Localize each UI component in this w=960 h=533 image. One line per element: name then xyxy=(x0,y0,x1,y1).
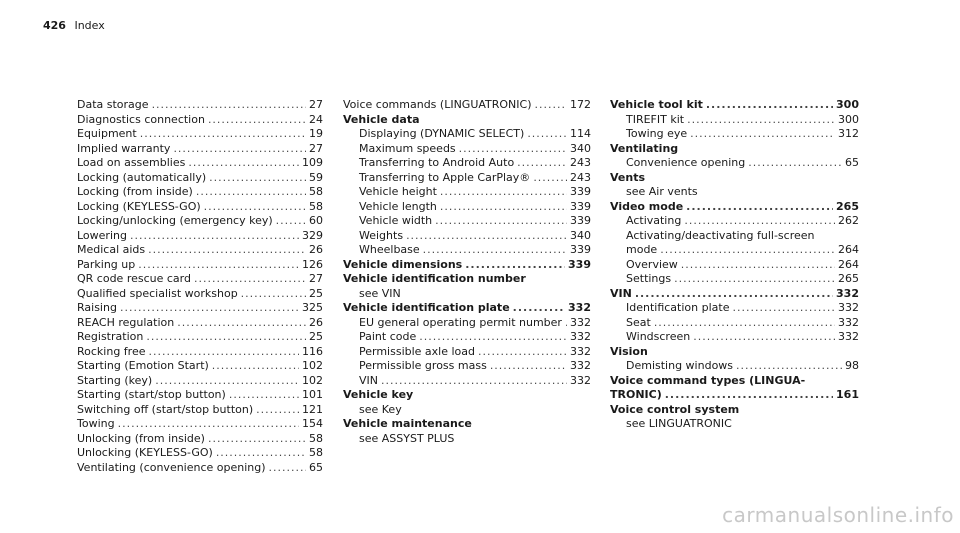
index-entry-page: 312 xyxy=(838,127,859,140)
dot-leader xyxy=(256,403,299,418)
index-entry xyxy=(343,229,591,244)
index-entry xyxy=(77,171,323,186)
index-entry-label: QR code rescue card xyxy=(77,272,191,285)
dot-leader xyxy=(440,185,567,200)
dot-leader xyxy=(138,258,299,273)
index-entry-label: Settings xyxy=(626,272,672,285)
dot-leader xyxy=(194,272,306,287)
index-entry-page: 264 xyxy=(838,257,859,271)
index-entry-page: 102 xyxy=(302,373,323,387)
dot-leader xyxy=(269,461,306,476)
index-entry-page: 332 xyxy=(570,359,591,372)
index-entry xyxy=(77,432,323,447)
page-title: Index xyxy=(74,19,105,32)
dot-leader xyxy=(681,258,835,273)
dot-leader xyxy=(748,156,842,171)
index-entry-label: see Key xyxy=(359,402,402,416)
index-entry xyxy=(77,403,323,418)
index-entry-label: Vehicle dimensions xyxy=(343,257,463,271)
index-entry-page: 339 xyxy=(570,214,591,227)
index-entry xyxy=(343,171,591,186)
index-entry-label: see Air vents xyxy=(626,185,698,198)
index-entry xyxy=(343,272,591,287)
dot-leader xyxy=(177,316,306,331)
index-entry-page: 265 xyxy=(838,272,859,285)
index-entry-page: 58 xyxy=(309,446,323,459)
index-entry xyxy=(343,214,591,229)
index-entry xyxy=(77,359,323,374)
index-entry xyxy=(610,214,859,229)
index-entry xyxy=(343,185,591,200)
index-entry-label: Transferring to Android Auto xyxy=(359,156,515,169)
index-entry xyxy=(343,417,591,432)
index-entry xyxy=(343,127,591,142)
index-entry-label: Convenience opening xyxy=(626,156,746,169)
dot-leader xyxy=(527,127,567,142)
index-entry-label: Unlocking (KEYLESS-GO) xyxy=(77,446,213,459)
dot-leader xyxy=(146,330,306,345)
index-entry xyxy=(343,243,591,258)
index-entry-label: Locking (from inside) xyxy=(77,185,193,198)
index-entry-page: 332 xyxy=(570,315,591,329)
index-entry-label: Parking up xyxy=(77,257,136,271)
dot-leader xyxy=(686,200,833,215)
dot-leader xyxy=(241,287,306,302)
index-entry-label: Locking/unlocking (emergency key) xyxy=(77,214,273,227)
index-entry-page: 27 xyxy=(309,98,323,111)
index-entry-page: 114 xyxy=(570,127,591,140)
index-entry-label: Unlocking (from inside) xyxy=(77,431,205,445)
index-entry-page: 58 xyxy=(309,185,323,198)
index-entry-page: 243 xyxy=(570,156,591,169)
index-entry xyxy=(77,243,323,258)
index-column-2 xyxy=(343,98,591,446)
index-entry-label: Overview xyxy=(626,257,678,271)
index-entry-label: Weights xyxy=(359,228,404,242)
index-entry-page: 325 xyxy=(302,301,323,314)
index-entry-label: Vehicle maintenance xyxy=(343,417,472,430)
dot-leader xyxy=(517,156,567,171)
index-entry-page: 300 xyxy=(838,112,859,126)
index-entry xyxy=(77,98,323,113)
index-entry-page: 264 xyxy=(838,243,859,256)
index-entry-page: 332 xyxy=(570,373,591,387)
index-entry xyxy=(77,388,323,403)
index-entry-page: 58 xyxy=(309,199,323,213)
index-entry xyxy=(77,316,323,331)
dot-leader xyxy=(140,127,306,142)
dot-leader xyxy=(149,345,300,360)
index-entry xyxy=(343,345,591,360)
index-entry xyxy=(610,229,859,244)
index-entry-label: Registration xyxy=(77,330,144,343)
index-entry-label: Ventilating (convenience opening) xyxy=(77,460,266,474)
index-entry-page: 332 xyxy=(838,301,859,314)
index-entry-label: Towing xyxy=(77,417,115,430)
index-entry-page: 121 xyxy=(302,402,323,416)
index-entry-page: 24 xyxy=(309,112,323,126)
index-entry-label: Locking (KEYLESS-GO) xyxy=(77,199,201,213)
index-entry xyxy=(610,200,859,215)
index-entry-label: Switching off (start/stop button) xyxy=(77,402,254,416)
index-entry xyxy=(343,98,591,113)
index-entry-label: Ventilating xyxy=(610,141,679,155)
dot-leader xyxy=(533,171,567,186)
index-entry xyxy=(77,214,323,229)
index-entry-label: Load on assemblies xyxy=(77,156,186,169)
dot-leader xyxy=(120,301,299,316)
index-entry-page: 126 xyxy=(302,257,323,271)
index-entry-label: Qualified specialist workshop xyxy=(77,286,238,300)
dot-leader xyxy=(173,142,306,157)
index-entry-label: Starting (key) xyxy=(77,373,153,387)
index-entry-page: 59 xyxy=(309,170,323,184)
index-entry-page: 340 xyxy=(570,228,591,242)
index-entry xyxy=(77,113,323,128)
index-entry xyxy=(77,229,323,244)
index-entry-label: Raising xyxy=(77,301,117,314)
index-entry xyxy=(77,417,323,432)
index-entry-page: 329 xyxy=(302,228,323,242)
dot-leader xyxy=(212,359,299,374)
index-entry-page: 243 xyxy=(570,170,591,184)
index-entry-page: 332 xyxy=(838,330,859,343)
index-entry-label: Voice control system xyxy=(610,402,740,416)
index-entry-label: Equipment xyxy=(77,127,137,140)
index-entry-label: VIN xyxy=(359,373,378,387)
index-entry-label: Activating xyxy=(626,214,682,227)
index-entry xyxy=(77,345,323,360)
dot-leader xyxy=(513,301,565,316)
index-entry-label: Rocking free xyxy=(77,344,146,358)
dot-leader xyxy=(152,98,306,113)
index-entry-label: Vehicle tool kit xyxy=(610,98,703,111)
dot-leader xyxy=(687,113,835,128)
index-entry-page: 109 xyxy=(302,156,323,169)
index-entry-page: 60 xyxy=(309,214,323,227)
page-number: 426 xyxy=(43,19,66,32)
watermark: carmanualsonline.info xyxy=(722,503,954,527)
dot-leader xyxy=(406,229,567,244)
index-entry-label: Video mode xyxy=(610,199,684,213)
dot-leader xyxy=(209,171,306,186)
index-entry-label: TIREFIT kit xyxy=(626,112,685,126)
index-entry xyxy=(77,258,323,273)
index-entry-label: Vehicle length xyxy=(359,199,437,213)
index-entry-page: 58 xyxy=(309,431,323,445)
index-entry-label: Permissible axle load xyxy=(359,344,476,358)
index-entry-label: Voice commands (LINGUATRONIC) xyxy=(343,98,532,111)
index-entry-label: Transferring to Apple CarPlay® xyxy=(359,170,531,184)
index-entry-page: 25 xyxy=(309,286,323,300)
index-entry-label: Diagnostics connection xyxy=(77,112,205,126)
dot-leader xyxy=(693,330,835,345)
index-entry-label: Identification plate xyxy=(626,301,730,314)
index-entry xyxy=(343,258,591,273)
index-entry xyxy=(77,200,323,215)
index-entry xyxy=(343,200,591,215)
index-entry-page: 265 xyxy=(836,199,859,213)
index-entry xyxy=(610,301,859,316)
index-entry xyxy=(610,243,859,258)
index-entry-label: Vehicle height xyxy=(359,185,437,198)
index-entry xyxy=(610,316,859,331)
index-entry xyxy=(343,403,591,418)
index-entry-label: Implied warranty xyxy=(77,141,171,155)
index-entry-label: Vehicle data xyxy=(343,112,420,126)
dot-leader xyxy=(459,142,567,157)
index-entry xyxy=(77,374,323,389)
dot-leader xyxy=(635,287,833,302)
index-entry xyxy=(343,359,591,374)
index-entry-label: Maximum speeds xyxy=(359,141,456,155)
dot-leader xyxy=(654,316,835,331)
index-entry-page: 172 xyxy=(570,98,591,111)
index-entry-label: Demisting windows xyxy=(626,359,734,372)
index-entry-page: 102 xyxy=(302,359,323,372)
index-entry-page: 332 xyxy=(838,315,859,329)
index-entry-page: 154 xyxy=(302,417,323,430)
index-entry-label: Voice command types (LINGUA- xyxy=(610,373,806,387)
index-entry xyxy=(77,330,323,345)
dot-leader xyxy=(423,243,567,258)
dot-leader xyxy=(690,127,835,142)
index-entry xyxy=(610,388,859,403)
dot-leader xyxy=(736,359,842,374)
index-entry-page: 98 xyxy=(845,359,859,372)
dot-leader xyxy=(674,272,835,287)
index-entry-page: 26 xyxy=(309,315,323,329)
index-entry-label: Medical aids xyxy=(77,243,146,256)
index-entry xyxy=(343,113,591,128)
dot-leader xyxy=(490,359,567,374)
index-entry-label: Windscreen xyxy=(626,330,691,343)
index-entry-label: Starting (Emotion Start) xyxy=(77,359,209,372)
index-entry xyxy=(77,272,323,287)
index-entry-label: Lowering xyxy=(77,228,127,242)
dot-leader xyxy=(216,446,306,461)
dot-leader xyxy=(732,301,835,316)
index-entry-label: Permissible gross mass xyxy=(359,359,487,372)
index-entry xyxy=(610,417,859,432)
index-entry-page: 19 xyxy=(309,127,323,140)
index-entry-page: 65 xyxy=(309,460,323,474)
dot-leader xyxy=(130,229,299,244)
index-entry-page: 332 xyxy=(836,286,859,300)
index-entry-label: Starting (start/stop button) xyxy=(77,388,226,401)
index-entry xyxy=(343,432,591,447)
index-entry-label: Seat xyxy=(626,315,651,329)
index-entry-page: 339 xyxy=(568,257,591,271)
dot-leader xyxy=(204,200,306,215)
index-entry xyxy=(77,185,323,200)
index-entry xyxy=(610,403,859,418)
dot-leader xyxy=(188,156,299,171)
index-entry xyxy=(77,156,323,171)
index-entry-label: Displaying (DYNAMIC SELECT) xyxy=(359,127,525,140)
index-entry xyxy=(343,330,591,345)
index-entry xyxy=(610,171,859,186)
index-entry xyxy=(343,388,591,403)
index-entry-label: Vehicle identification number xyxy=(343,272,526,285)
index-entry-label: Paint code xyxy=(359,330,417,343)
dot-leader xyxy=(440,200,567,215)
index-entry-label: Vehicle key xyxy=(343,388,414,401)
index-entry-page: 339 xyxy=(570,243,591,256)
index-entry-label: Vehicle width xyxy=(359,214,433,227)
index-entry xyxy=(610,272,859,287)
index-entry xyxy=(343,156,591,171)
index-entry-label: Vehicle identification plate xyxy=(343,301,510,314)
dot-leader xyxy=(465,258,565,273)
index-entry xyxy=(343,301,591,316)
index-entry xyxy=(610,258,859,273)
index-column-3 xyxy=(610,98,859,432)
index-entry-label: Data storage xyxy=(77,98,149,111)
index-entry xyxy=(343,374,591,389)
index-entry xyxy=(610,113,859,128)
index-entry-page: 101 xyxy=(302,388,323,401)
dot-leader xyxy=(208,432,306,447)
index-entry xyxy=(610,142,859,157)
index-entry-label: mode xyxy=(626,243,658,256)
index-entry-page: 340 xyxy=(570,141,591,155)
dot-leader xyxy=(196,185,306,200)
index-entry-label: REACH regulation xyxy=(77,315,175,329)
dot-leader xyxy=(148,243,306,258)
index-entry-label: Towing eye xyxy=(626,127,688,140)
index-entry xyxy=(610,185,859,200)
index-entry-label: Locking (automatically) xyxy=(77,170,207,184)
index-entry-label: Vents xyxy=(610,170,646,184)
dot-leader xyxy=(419,330,567,345)
index-entry-page: 161 xyxy=(836,388,859,401)
index-entry-label: EU general operating permit number xyxy=(359,315,562,329)
index-entry xyxy=(77,446,323,461)
index-entry xyxy=(610,127,859,142)
index-entry-page: 116 xyxy=(302,344,323,358)
index-entry-page: 27 xyxy=(309,272,323,285)
index-column-1 xyxy=(77,98,323,475)
index-entry-label: Activating/deactivating full-screen xyxy=(626,228,815,242)
page-header xyxy=(43,19,105,32)
index-entry xyxy=(610,345,859,360)
dot-leader xyxy=(276,214,306,229)
index-entry xyxy=(77,461,323,476)
index-entry-page: 332 xyxy=(568,301,591,314)
index-entry xyxy=(343,287,591,302)
index-entry-label: Vision xyxy=(610,344,648,358)
dot-leader xyxy=(660,243,835,258)
index-entry xyxy=(343,316,591,331)
index-entry xyxy=(610,156,859,171)
dot-leader xyxy=(535,98,567,113)
dot-leader xyxy=(665,388,833,403)
index-entry-page: 262 xyxy=(838,214,859,227)
dot-leader xyxy=(155,374,299,389)
index-entry-label: see ASSYST PLUS xyxy=(359,431,455,445)
index-entry-label: VIN xyxy=(610,286,632,300)
index-entry-page: 339 xyxy=(570,199,591,213)
dot-leader xyxy=(118,417,299,432)
index-entry xyxy=(610,359,859,374)
index-entry-label: see VIN xyxy=(359,286,401,300)
dot-leader xyxy=(684,214,835,229)
dot-leader xyxy=(381,374,567,389)
index-entry-page: 300 xyxy=(836,98,859,111)
dot-leader xyxy=(565,316,567,331)
index-entry xyxy=(77,127,323,142)
index-entry xyxy=(343,142,591,157)
index-entry xyxy=(610,374,859,389)
index-entry-page: 332 xyxy=(570,330,591,343)
index-entry xyxy=(77,142,323,157)
index-entry-page: 332 xyxy=(570,344,591,358)
index-entry-label: TRONIC) xyxy=(610,388,662,401)
index-entry-page: 26 xyxy=(309,243,323,256)
dot-leader xyxy=(706,98,833,113)
index-entry xyxy=(610,98,859,113)
index-entry-page: 25 xyxy=(309,330,323,343)
index-entry-page: 65 xyxy=(845,156,859,169)
index-entry-label: see LINGUATRONIC xyxy=(626,417,732,430)
index-entry-page: 339 xyxy=(570,185,591,198)
index-entry xyxy=(610,330,859,345)
index-entry xyxy=(610,287,859,302)
dot-leader xyxy=(208,113,306,128)
index-entry-label: Wheelbase xyxy=(359,243,420,256)
dot-leader xyxy=(435,214,567,229)
dot-leader xyxy=(229,388,299,403)
index-entry xyxy=(77,301,323,316)
dot-leader xyxy=(478,345,567,360)
index-entry xyxy=(77,287,323,302)
index-entry-page: 27 xyxy=(309,141,323,155)
